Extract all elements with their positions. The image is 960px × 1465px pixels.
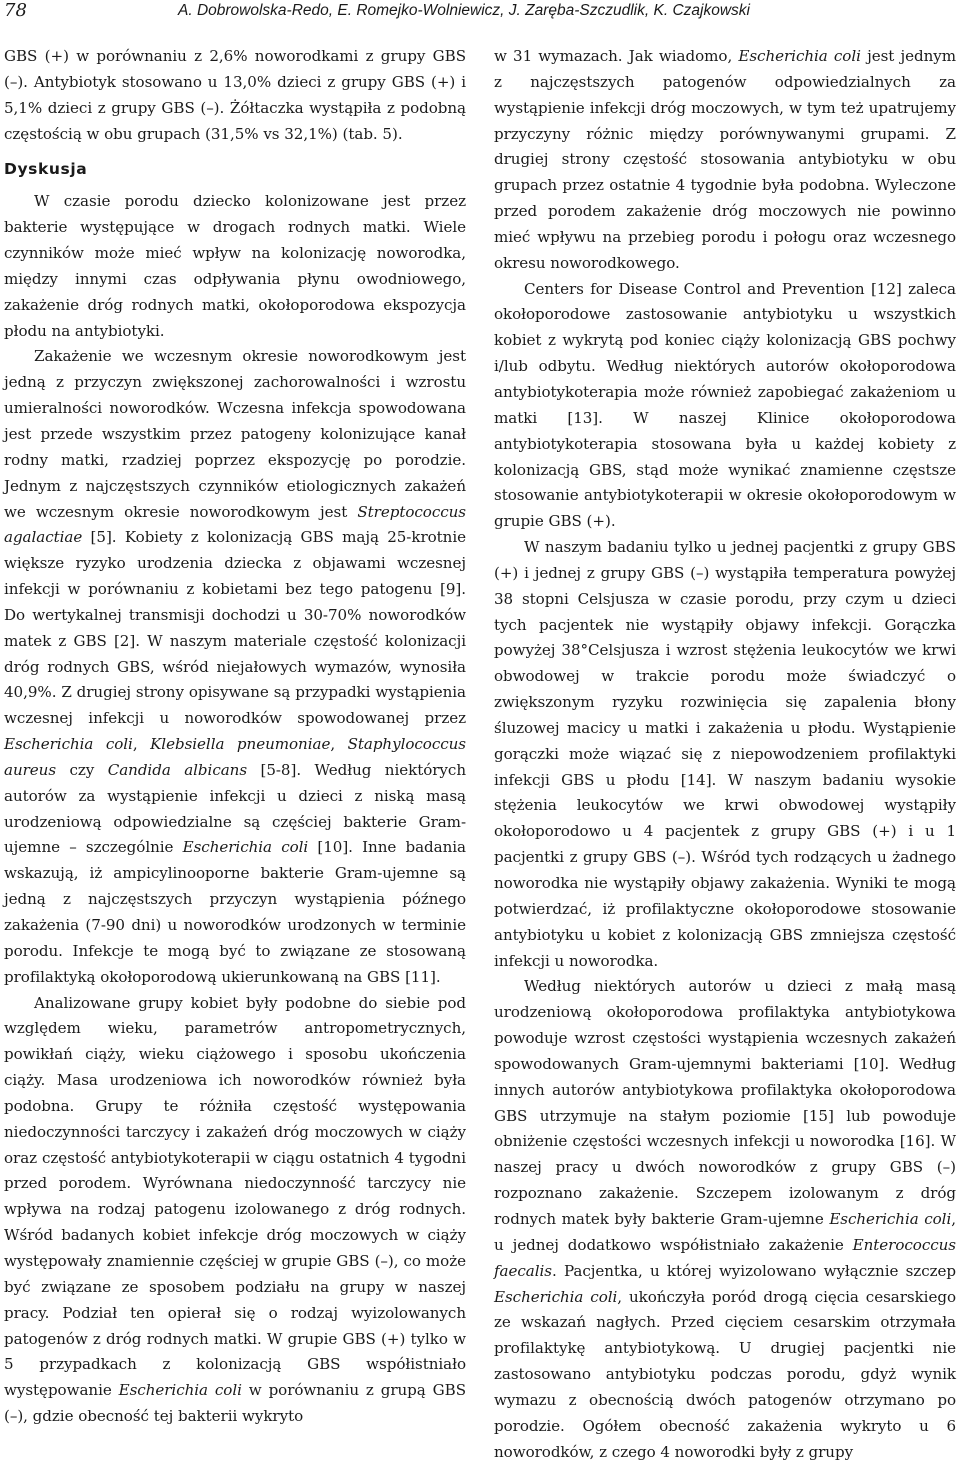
species-name: Escherichia coli (118, 1381, 242, 1400)
discussion-paragraph-3 (4, 991, 466, 1430)
running-head-authors: A. Dobrowolska-Redo, E. Romejko-Wolniewicz, J. Zaręba-Szczudlik, K. Czajkowski (178, 2, 750, 19)
section-heading-dyskusja: Dyskusja (4, 160, 88, 179)
text-run: Zakażenie we wczesnym okresie noworodkowym jest jedną z przyczyn zwiększonej zachorowalności i wzrostu umieralności noworodków. Wczesna infekcja spowodowana jest przede wszystkim przez patogeny kolonizujące kanał rodny matki, rzadziej poprzez ekspozycję po porodzie. Jednym z najczęstszych czynników etiologicznych zakażeń we wczesnym okresie noworodkowym jest (4, 347, 466, 521)
text-run: [10]. Inne badania wskazują, iż ampicylinooporne bakterie Gram-ujemne są jedną z najczęstszych przyczyn wystąpienia późnego zakażenia (7-90 dni) u noworodków urodzonych w terminie porodu. Infekcje te mogą być to związane ze stosowaną profilaktyką okołoporodową ukierunkowaną na GBS [11]. (4, 838, 466, 986)
text-run: [5]. Kobiety z kolonizacją GBS mają 25-krotnie większe ryzyko urodzenia dziecka z objawami wczesnej infekcji w porównaniu z kobietami bez tego patogenu [9]. Do wertykalnej transmisji dochodzi u 30-70% noworodków matek z GBS [2]. W naszym materiale częstość kolonizacji dróg rodnych GBS, wśród niejałowych wymazów, wynosiła 40,9%. Z drugiej strony opisywane są przypadki wystąpienia wczesnej infekcji u noworodków spowodowanej przez (4, 528, 466, 728)
discussion-paragraph-5: Centers for Disease Control and Prevention [12] zaleca okołoporodowe zastosowanie antybiotyku u wszystkich kobiet z wykrytą pod koniec ciąży kolonizacją GBS pochwy i/lub odbytu. Według niektórych autorów okołoporodowa antybiotykoterapia może również zapobiegać zakażeniom u matki [13]. W naszej Klinice okołoporodowa antybiotykoterapia stosowana była u każdej kobiety z kolonizacją GBS, stąd może wynikać znamienne częstsze stosowanie antybiotykoterapii w okresie okołoporodowym w grupie GBS (+). (494, 279, 956, 531)
discussion-paragraph-1: W czasie porodu dziecko kolonizowane jest przez bakterie występujące w drogach rodnych matki. Wiele czynników może mieć wpływ na kolonizację noworodka, między innymi czas odpływania płynu owodniowego, zakażenie dróg rodnych matki, okołoporodowa ekspozycja płodu na antybiotyki. (4, 192, 466, 340)
species-name: Enterococcus faecalis (494, 1235, 956, 1280)
running-header (0, 0, 960, 28)
discussion-paragraph-4 (494, 44, 956, 277)
text-run: , ukończyła poród drogą cięcia cesarskiego ze wskazań nagłych. Przed cięciem cesarskim otrzymała profilaktykę antybiotykową. U drugiej pacjentki nie zastosowano antybiotyku podczas porodu, gdyż wynik wymazu z obecnością dwóch patogenów otrzymano po porodzie. Ogółem obecność zakażenia wykryto u 6 noworodków, z czego 4 noworodki były z grupy (494, 1287, 956, 1461)
species-name: Escherichia coli (494, 1287, 618, 1306)
left-column (4, 44, 466, 1430)
discussion-paragraph-6: W naszym badaniu tylko u jednej pacjentki z grupy GBS (+) i jednej z grupy GBS (–) wystąpiła temperatura powyżej 38 stopni Celsjusza w czasie porodu, przy czym u dzieci tych pacjentek nie wystąpiły objawy infekcji. Gorączka powyżej 38°Celsjusza i wzrost stężenia leukocytów we krwi obwodowej w trakcie porodu może świadczyć o zwiększonym ryzyku rozwinięcia się zapalenia błony śluzowej macicy u matki i zakażenia u płodu. Wystąpienie gorączki może wiązać się z niepowodzeniem profilaktyki infekcji GBS u płodu [14]. W naszym badaniu wysokie stężenia leukocytów we krwi obwodowej wystąpiły okołoporodowo u 4 pacjentek z grupy GBS (+) i u 1 pacjentki z grupy GBS (–). Wśród tych rodzących u żadnego noworodka nie wystąpiły objawy zakażenia. Wyniki te mogą potwierdzać, iż profilaktyczne okołoporodowe stosowanie antybiotyku u kobiet z kolonizacją GBS zmniejsza częstość infekcji u noworodka. (494, 538, 956, 970)
text-run: jest jednym z najczęstszych patogenów odpowiedzialnych za wystąpienie infekcji dróg moczowych, w tym też upatrujemy przyczyny różnic między porównywanymi grupami. Z drugiej strony częstość stosowania antybiotyku w obu grupach przez ostatnie 4 tygodnie była podobna. Wyleczone przed porodem zakażenie dróg moczowych nie powinno mieć wpływu na przebieg porodu i połogu oraz wczesnego okresu noworodkowego. (494, 47, 956, 272)
text-run: , (330, 735, 348, 754)
text-run: Analizowane grupy kobiet były podobne do siebie pod względem wieku, parametrów antropometrycznych, powikłań ciąży, wieku ciążowego i sposobu ukończenia ciąży. Masa urodzeniowa ich noworodków również była podobna. Grupy te różniła częstość występowania niedoczynności tarczycy i zakażeń dróg moczowych w ciąży oraz częstość antybiotykoterapii w ciągu ostatnich 4 tygodni przed porodem. Wyrównana niedoczynność tarczycy nie wpływa na rodzaj patogenu izolowanego z dróg rodnych. Wśród badanych kobiet infekcje dróg moczowych w ciąży występowały znamiennie częściej w grupie GBS (–), co może być związane ze sposobem podziału na grupy w naszej pracy. Podział ten opierał się o rodzaj wyizolowanych patogenów z dróg rodnych matki. W grupie GBS (+) tylko w 5 przypadkach z kolonizacją GBS współistniało występowanie (4, 993, 466, 1400)
text-run: Według niektórych autorów u dzieci z małą masą urodzeniową okołoporodowa profilaktyka antybiotykowa powoduje wzrost częstości wystąpienia wczesnych zakażeń spowodowanych Gram-ujemnymi bakteriami [10]. Według innych autorów antybiotykowa profilaktyka okołoporodowa GBS utrzymuje na stałym poziomie [15] lub powoduje obniżenie częstości wczesnych infekcji u noworodka [16]. W naszej pracy u dwóch noworodków z grupy GBS (–) rozpoznano zakażenie. Szczepem izolowanym z dróg rodnych matek były bakterie Gram-ujemne (494, 977, 956, 1228)
species-name: Escherichia coli (829, 1209, 952, 1228)
text-run: [5-8]. Według niektórych autorów za wystąpienie infekcji u dzieci z niską masą urodzeniową odpowiedzialne są częściej bakterie Gram-ujemne – szczególnie (4, 760, 466, 857)
species-name: Escherichia coli (4, 735, 133, 754)
species-name: Candida albicans (107, 760, 248, 779)
discussion-paragraph-2 (4, 344, 466, 990)
text-run: , (132, 735, 151, 754)
text-run: w porównaniu z grupą GBS (–), gdzie obecność tej bakterii wykryto (4, 1381, 466, 1426)
species-name: Escherichia coli (738, 47, 861, 65)
text-run: . Pacjentka, u której wyizolowano wyłącznie szczep (551, 1261, 956, 1280)
species-name: Klebsiella pneumoniae (150, 735, 331, 754)
species-name: Streptococcus agalactiae (4, 502, 466, 547)
discussion-paragraph-7 (494, 974, 956, 1465)
text-run: czy (56, 760, 108, 779)
page-number: 78 (4, 0, 27, 21)
right-column (494, 44, 956, 1465)
species-name: Escherichia coli (182, 838, 309, 857)
text-run: , u jednej dodatkowo współistniało zakażenie (494, 1209, 956, 1254)
species-name: Staphylococcus aureus (4, 735, 467, 779)
text-run: w 31 wymazach. Jak wiadomo, (494, 47, 739, 65)
results-paragraph: GBS (+) w porównaniu z 2,6% noworodkami z grupy GBS (–). Antybiotyk stosowano u 13,0% dzieci z grupy GBS (+) i 5,1% dzieci z grupy GBS (–). Żółtaczka wystąpiła z podobną częstością w obu grupach (31,5% vs 32,1%) (tab. 5). (4, 47, 466, 143)
